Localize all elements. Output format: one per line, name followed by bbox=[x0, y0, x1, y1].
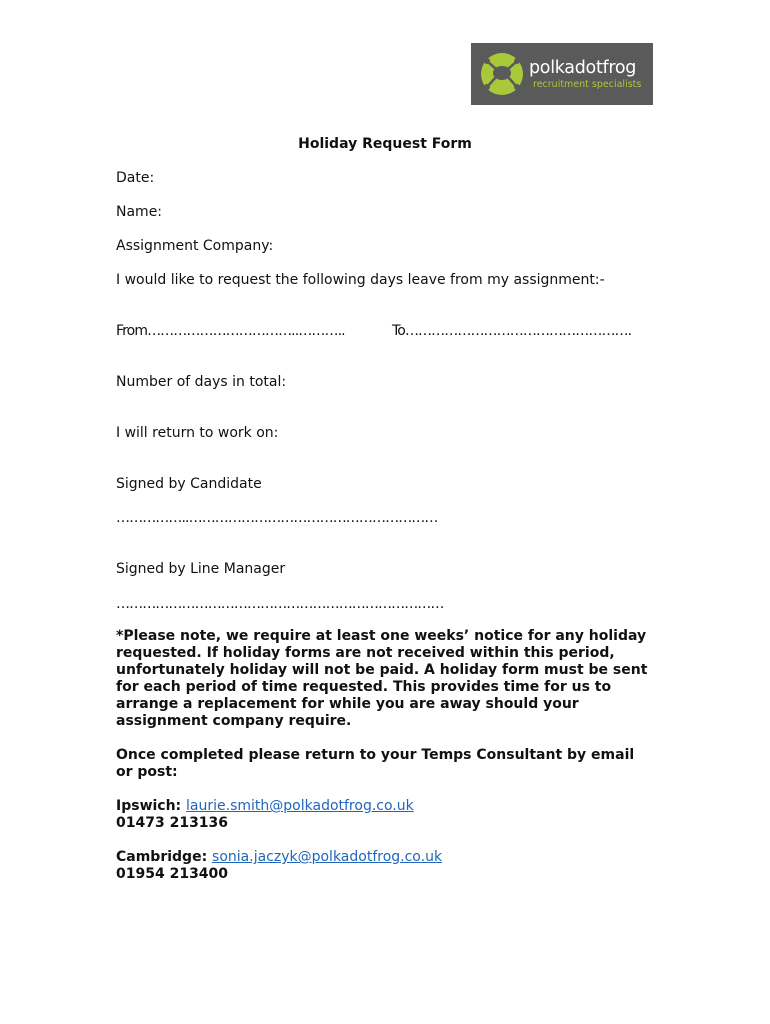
from-field: From……………………………..……….. bbox=[116, 323, 345, 339]
days-total-label: Number of days in total: bbox=[116, 374, 287, 390]
logo-tagline: recruitment specialists bbox=[533, 79, 642, 90]
cambridge-office-label: Cambridge: bbox=[116, 849, 208, 865]
name-label: Name: bbox=[116, 204, 163, 220]
to-field: To……………………………………………. bbox=[392, 323, 632, 339]
candidate-signature-label: Signed by Candidate bbox=[116, 476, 262, 492]
cambridge-phone: 01954 213400 bbox=[116, 866, 229, 882]
ipswich-office-label: Ipswich: bbox=[116, 798, 182, 814]
request-text: I would like to request the following days leave from my assignment:- bbox=[116, 272, 605, 288]
company-logo bbox=[471, 43, 653, 105]
return-date-label: I will return to work on: bbox=[116, 425, 279, 441]
candidate-signature-line: ……………..………………………………………………… bbox=[116, 510, 438, 526]
ipswich-email-link[interactable]: laurie.smith@polkadotfrog.co.uk bbox=[186, 798, 414, 814]
cambridge-email-link[interactable]: sonia.jaczyk@polkadotfrog.co.uk bbox=[212, 849, 443, 865]
form-title: Holiday Request Form bbox=[298, 136, 472, 152]
cambridge-contact bbox=[116, 849, 442, 866]
manager-signature-label: Signed by Line Manager bbox=[116, 561, 286, 577]
ipswich-phone: 01473 213136 bbox=[116, 815, 229, 831]
return-instructions: Once completed please return to your Temps Consultant by email or post: bbox=[116, 747, 635, 780]
holiday-notice: *Please note, we require at least one weeks’ notice for any holiday requested. If holiday forms are not received within this period, unfortunately holiday will not be paid. A holiday form must be sent for each period of time requested. This provides time for us to arrange a replacement for while you are away should your assignment company require. bbox=[116, 628, 648, 729]
date-label: Date: bbox=[116, 170, 155, 186]
ipswich-contact bbox=[116, 798, 414, 815]
company-label: Assignment Company: bbox=[116, 238, 274, 254]
manager-signature-line: ………………………………………………………………… bbox=[116, 596, 444, 612]
logo-name: polkadotfrog bbox=[529, 58, 637, 78]
